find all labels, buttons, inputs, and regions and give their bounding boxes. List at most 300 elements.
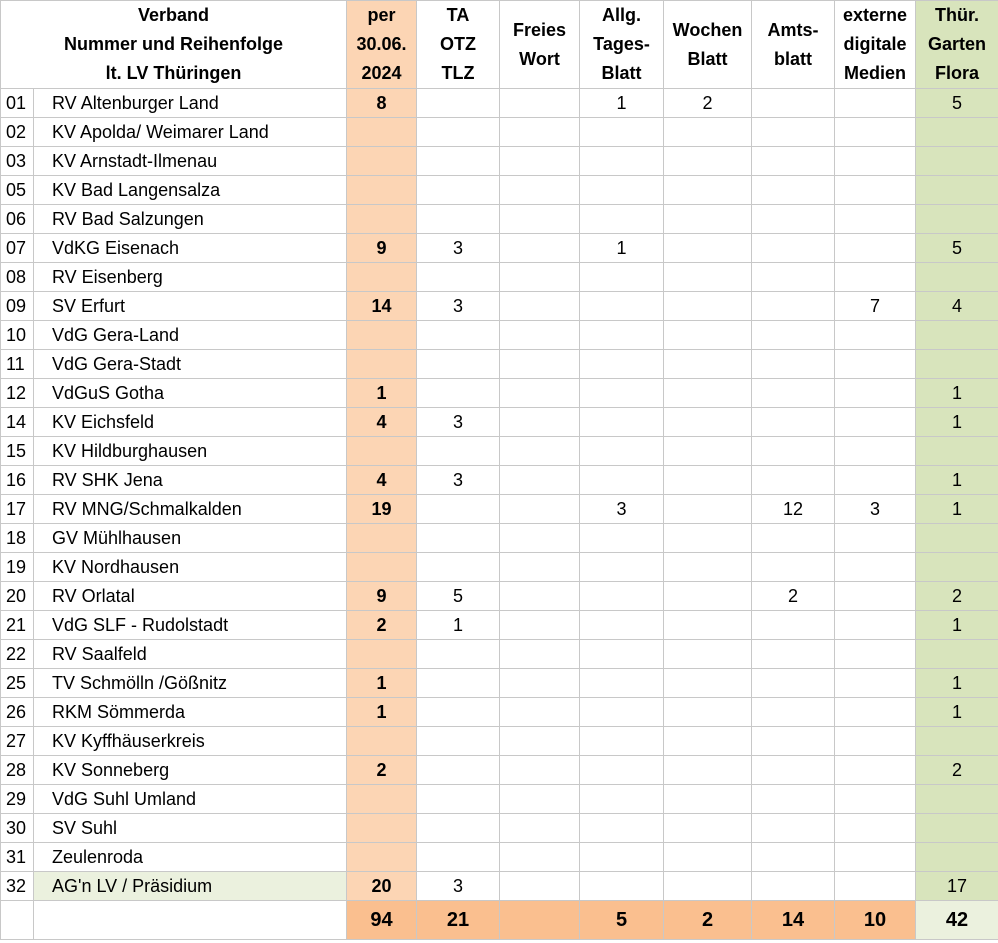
cell-num: 25: [1, 669, 34, 698]
cell-freies: [500, 843, 580, 872]
cell-wochen: [664, 872, 752, 901]
cell-per: 1: [347, 698, 417, 727]
cell-freies: [500, 176, 580, 205]
header-per: per 30.06. 2024: [347, 1, 417, 89]
cell-allg: [580, 756, 664, 785]
cell-verband: RV Orlatal: [34, 582, 347, 611]
cell-extern: [835, 118, 916, 147]
cell-wochen: [664, 263, 752, 292]
cell-num: 21: [1, 611, 34, 640]
cell-allg: [580, 292, 664, 321]
cell-num: 12: [1, 379, 34, 408]
cell-wochen: [664, 640, 752, 669]
cell-allg: [580, 379, 664, 408]
cell-num: 11: [1, 350, 34, 379]
cell-wochen: [664, 785, 752, 814]
cell-ta: [417, 524, 500, 553]
cell-allg: [580, 698, 664, 727]
cell-verband: RKM Sömmerda: [34, 698, 347, 727]
cell-thuer: 1: [916, 466, 998, 495]
table-row: [1, 756, 998, 785]
cell-verband: VdG Gera-Stadt: [34, 350, 347, 379]
table-footer: [1, 901, 998, 940]
cell-num: 01: [1, 89, 34, 118]
table-row: [1, 292, 998, 321]
cell-wochen: [664, 205, 752, 234]
cell-per: [347, 814, 417, 843]
cell-wochen: [664, 698, 752, 727]
cell-extern: [835, 379, 916, 408]
cell-wochen: [664, 466, 752, 495]
cell-wochen: [664, 727, 752, 756]
cell-allg: [580, 466, 664, 495]
cell-thuer: [916, 147, 998, 176]
cell-verband: RV Saalfeld: [34, 640, 347, 669]
cell-per: [347, 524, 417, 553]
cell-ta: 5: [417, 582, 500, 611]
cell-verband: VdKG Eisenach: [34, 234, 347, 263]
cell-ta: [417, 553, 500, 582]
cell-thuer: [916, 843, 998, 872]
cell-verband: RV Bad Salzungen: [34, 205, 347, 234]
cell-per: 2: [347, 756, 417, 785]
cell-wochen: [664, 814, 752, 843]
cell-amts: [752, 176, 835, 205]
cell-verband: KV Nordhausen: [34, 553, 347, 582]
cell-num: 05: [1, 176, 34, 205]
cell-per: [347, 176, 417, 205]
cell-ta: 3: [417, 234, 500, 263]
cell-wochen: [664, 437, 752, 466]
cell-amts: [752, 553, 835, 582]
cell-amts: [752, 205, 835, 234]
cell-amts: [752, 843, 835, 872]
cell-num: 30: [1, 814, 34, 843]
cell-per: 4: [347, 408, 417, 437]
cell-ta: [417, 176, 500, 205]
cell-freies: [500, 698, 580, 727]
cell-freies: [500, 147, 580, 176]
table-header: [1, 1, 998, 89]
header-allg: Allg. Tages- Blatt: [580, 1, 664, 89]
cell-extern: [835, 872, 916, 901]
cell-wochen: [664, 379, 752, 408]
total-extern: 10: [835, 901, 916, 940]
cell-allg: 3: [580, 495, 664, 524]
cell-freies: [500, 89, 580, 118]
table-row: [1, 379, 998, 408]
cell-ta: [417, 118, 500, 147]
cell-per: [347, 205, 417, 234]
cell-allg: [580, 263, 664, 292]
cell-num: 14: [1, 408, 34, 437]
cell-verband: KV Apolda/ Weimarer Land: [34, 118, 347, 147]
cell-wochen: [664, 147, 752, 176]
table-row: [1, 698, 998, 727]
table-row: [1, 843, 998, 872]
cell-allg: [580, 582, 664, 611]
cell-allg: [580, 843, 664, 872]
total-ta: 21: [417, 901, 500, 940]
table-row: [1, 611, 998, 640]
cell-allg: [580, 553, 664, 582]
cell-wochen: [664, 524, 752, 553]
cell-num: 22: [1, 640, 34, 669]
cell-thuer: 1: [916, 495, 998, 524]
cell-extern: [835, 553, 916, 582]
cell-wochen: [664, 350, 752, 379]
cell-extern: [835, 640, 916, 669]
cell-thuer: [916, 524, 998, 553]
cell-freies: [500, 756, 580, 785]
cell-freies: [500, 263, 580, 292]
cell-thuer: 1: [916, 698, 998, 727]
cell-verband: TV Schmölln /Gößnitz: [34, 669, 347, 698]
cell-allg: [580, 205, 664, 234]
cell-amts: [752, 524, 835, 553]
cell-freies: [500, 582, 580, 611]
cell-amts: [752, 698, 835, 727]
cell-wochen: [664, 582, 752, 611]
cell-num: 07: [1, 234, 34, 263]
cell-thuer: [916, 321, 998, 350]
cell-amts: [752, 321, 835, 350]
cell-allg: [580, 118, 664, 147]
cell-ta: [417, 785, 500, 814]
cell-num: 28: [1, 756, 34, 785]
cell-freies: [500, 292, 580, 321]
cell-num: 03: [1, 147, 34, 176]
cell-num: 15: [1, 437, 34, 466]
cell-per: [347, 843, 417, 872]
cell-thuer: 1: [916, 669, 998, 698]
cell-extern: [835, 814, 916, 843]
cell-thuer: 17: [916, 872, 998, 901]
table-row: [1, 640, 998, 669]
cell-amts: [752, 89, 835, 118]
cell-thuer: [916, 263, 998, 292]
cell-amts: [752, 234, 835, 263]
cell-freies: [500, 553, 580, 582]
cell-allg: [580, 321, 664, 350]
cell-per: 19: [347, 495, 417, 524]
cell-extern: [835, 756, 916, 785]
cell-per: [347, 785, 417, 814]
cell-allg: 1: [580, 234, 664, 263]
table-body: [1, 89, 998, 901]
cell-num: 06: [1, 205, 34, 234]
cell-per: [347, 350, 417, 379]
table-row: [1, 118, 998, 147]
cell-ta: [417, 437, 500, 466]
cell-ta: [417, 263, 500, 292]
cell-verband: SV Suhl: [34, 814, 347, 843]
cell-wochen: [664, 176, 752, 205]
cell-extern: [835, 176, 916, 205]
cell-amts: [752, 872, 835, 901]
cell-freies: [500, 118, 580, 147]
cell-thuer: [916, 437, 998, 466]
cell-extern: [835, 611, 916, 640]
header-thuer: Thür. Garten Flora: [916, 1, 998, 89]
cell-freies: [500, 669, 580, 698]
cell-extern: [835, 147, 916, 176]
cell-ta: [417, 727, 500, 756]
cell-freies: [500, 379, 580, 408]
cell-amts: 2: [752, 582, 835, 611]
cell-ta: 3: [417, 292, 500, 321]
cell-per: 8: [347, 89, 417, 118]
cell-amts: [752, 756, 835, 785]
cell-wochen: [664, 321, 752, 350]
cell-ta: [417, 495, 500, 524]
cell-ta: [417, 379, 500, 408]
cell-num: 20: [1, 582, 34, 611]
cell-allg: [580, 408, 664, 437]
cell-ta: [417, 756, 500, 785]
table-row: [1, 350, 998, 379]
cell-num: 18: [1, 524, 34, 553]
cell-thuer: [916, 814, 998, 843]
cell-ta: 1: [417, 611, 500, 640]
table-row: [1, 524, 998, 553]
cell-thuer: 4: [916, 292, 998, 321]
cell-freies: [500, 321, 580, 350]
cell-ta: [417, 89, 500, 118]
cell-thuer: 1: [916, 379, 998, 408]
cell-thuer: 5: [916, 89, 998, 118]
cell-per: [347, 640, 417, 669]
cell-allg: 1: [580, 89, 664, 118]
cell-freies: [500, 234, 580, 263]
cell-num: 17: [1, 495, 34, 524]
totals-row: [1, 901, 998, 940]
cell-amts: [752, 263, 835, 292]
cell-extern: [835, 263, 916, 292]
cell-verband: VdG SLF - Rudolstadt: [34, 611, 347, 640]
cell-amts: [752, 118, 835, 147]
table-row: [1, 582, 998, 611]
cell-wochen: [664, 234, 752, 263]
cell-num: 02: [1, 118, 34, 147]
cell-allg: [580, 611, 664, 640]
cell-wochen: [664, 553, 752, 582]
cell-extern: [835, 205, 916, 234]
cell-verband: VdGuS Gotha: [34, 379, 347, 408]
cell-verband: GV Mühlhausen: [34, 524, 347, 553]
cell-amts: [752, 408, 835, 437]
cell-ta: [417, 698, 500, 727]
cell-num: 10: [1, 321, 34, 350]
cell-verband: KV Eichsfeld: [34, 408, 347, 437]
cell-ta: [417, 205, 500, 234]
cell-allg: [580, 727, 664, 756]
cell-extern: [835, 234, 916, 263]
cell-wochen: [664, 292, 752, 321]
cell-per: 9: [347, 234, 417, 263]
cell-verband: AG'n LV / Präsidium: [34, 872, 347, 901]
cell-num: 16: [1, 466, 34, 495]
cell-extern: [835, 698, 916, 727]
cell-extern: [835, 785, 916, 814]
header-wochen: Wochen Blatt: [664, 1, 752, 89]
cell-allg: [580, 176, 664, 205]
cell-per: [347, 727, 417, 756]
cell-amts: [752, 466, 835, 495]
cell-freies: [500, 495, 580, 524]
cell-amts: [752, 727, 835, 756]
table-row: [1, 263, 998, 292]
cell-thuer: [916, 118, 998, 147]
totals-blank-name: [34, 901, 347, 940]
cell-amts: [752, 379, 835, 408]
table-row: [1, 147, 998, 176]
cell-num: 27: [1, 727, 34, 756]
table-row: [1, 437, 998, 466]
cell-thuer: 5: [916, 234, 998, 263]
cell-extern: [835, 89, 916, 118]
table-row: [1, 785, 998, 814]
cell-thuer: [916, 640, 998, 669]
cell-freies: [500, 872, 580, 901]
cell-num: 08: [1, 263, 34, 292]
cell-allg: [580, 437, 664, 466]
cell-wochen: [664, 669, 752, 698]
cell-extern: 7: [835, 292, 916, 321]
cell-extern: [835, 437, 916, 466]
cell-per: 14: [347, 292, 417, 321]
cell-freies: [500, 466, 580, 495]
cell-per: 20: [347, 872, 417, 901]
cell-amts: [752, 640, 835, 669]
cell-ta: [417, 147, 500, 176]
cell-per: [347, 263, 417, 292]
cell-freies: [500, 437, 580, 466]
cell-amts: [752, 350, 835, 379]
cell-thuer: [916, 553, 998, 582]
cell-thuer: 2: [916, 756, 998, 785]
cell-allg: [580, 669, 664, 698]
cell-ta: [417, 669, 500, 698]
cell-ta: [417, 814, 500, 843]
cell-extern: [835, 727, 916, 756]
cell-amts: [752, 147, 835, 176]
cell-thuer: 2: [916, 582, 998, 611]
cell-ta: [417, 350, 500, 379]
cell-num: 26: [1, 698, 34, 727]
cell-per: 1: [347, 669, 417, 698]
cell-verband: SV Erfurt: [34, 292, 347, 321]
cell-freies: [500, 524, 580, 553]
cell-freies: [500, 350, 580, 379]
total-freies: [500, 901, 580, 940]
cell-per: 9: [347, 582, 417, 611]
table-row: [1, 872, 998, 901]
cell-per: [347, 553, 417, 582]
cell-ta: 3: [417, 466, 500, 495]
cell-ta: [417, 640, 500, 669]
cell-amts: [752, 611, 835, 640]
cell-extern: [835, 466, 916, 495]
total-allg: 5: [580, 901, 664, 940]
cell-wochen: [664, 408, 752, 437]
cell-ta: [417, 843, 500, 872]
cell-num: 32: [1, 872, 34, 901]
cell-verband: RV MNG/Schmalkalden: [34, 495, 347, 524]
cell-verband: RV Altenburger Land: [34, 89, 347, 118]
table-row: [1, 89, 998, 118]
table-row: [1, 408, 998, 437]
cell-per: [347, 118, 417, 147]
table-row: [1, 814, 998, 843]
cell-freies: [500, 814, 580, 843]
cell-amts: [752, 785, 835, 814]
cell-num: 31: [1, 843, 34, 872]
cell-thuer: [916, 205, 998, 234]
cell-ta: 3: [417, 408, 500, 437]
cell-verband: KV Sonneberg: [34, 756, 347, 785]
totals-blank-num: [1, 901, 34, 940]
cell-thuer: 1: [916, 611, 998, 640]
cell-amts: [752, 437, 835, 466]
cell-thuer: [916, 350, 998, 379]
cell-thuer: [916, 727, 998, 756]
table-row: [1, 234, 998, 263]
cell-verband: KV Arnstadt-Ilmenau: [34, 147, 347, 176]
cell-freies: [500, 408, 580, 437]
cell-extern: [835, 321, 916, 350]
cell-extern: [835, 669, 916, 698]
cell-num: 09: [1, 292, 34, 321]
cell-allg: [580, 785, 664, 814]
cell-thuer: [916, 176, 998, 205]
cell-freies: [500, 640, 580, 669]
header-freies: Freies Wort: [500, 1, 580, 89]
cell-wochen: [664, 843, 752, 872]
cell-extern: [835, 524, 916, 553]
cell-ta: 3: [417, 872, 500, 901]
cell-amts: [752, 292, 835, 321]
total-per: 94: [347, 901, 417, 940]
cell-verband: KV Hildburghausen: [34, 437, 347, 466]
cell-freies: [500, 785, 580, 814]
header-ta: TA OTZ TLZ: [417, 1, 500, 89]
cell-extern: [835, 843, 916, 872]
cell-verband: Zeulenroda: [34, 843, 347, 872]
cell-verband: VdG Gera-Land: [34, 321, 347, 350]
cell-per: 1: [347, 379, 417, 408]
cell-allg: [580, 814, 664, 843]
cell-freies: [500, 727, 580, 756]
table-row: [1, 176, 998, 205]
cell-per: [347, 147, 417, 176]
cell-allg: [580, 350, 664, 379]
table-row: [1, 466, 998, 495]
total-wochen: 2: [664, 901, 752, 940]
cell-verband: KV Bad Langensalza: [34, 176, 347, 205]
total-amts: 14: [752, 901, 835, 940]
header-verband: Verband Nummer und Reihenfolge lt. LV Thüringen: [1, 1, 347, 89]
cell-extern: 3: [835, 495, 916, 524]
table-row: [1, 205, 998, 234]
cell-thuer: 1: [916, 408, 998, 437]
cell-amts: [752, 814, 835, 843]
cell-wochen: [664, 611, 752, 640]
cell-ta: [417, 321, 500, 350]
table-row: [1, 495, 998, 524]
cell-amts: [752, 669, 835, 698]
cell-amts: 12: [752, 495, 835, 524]
